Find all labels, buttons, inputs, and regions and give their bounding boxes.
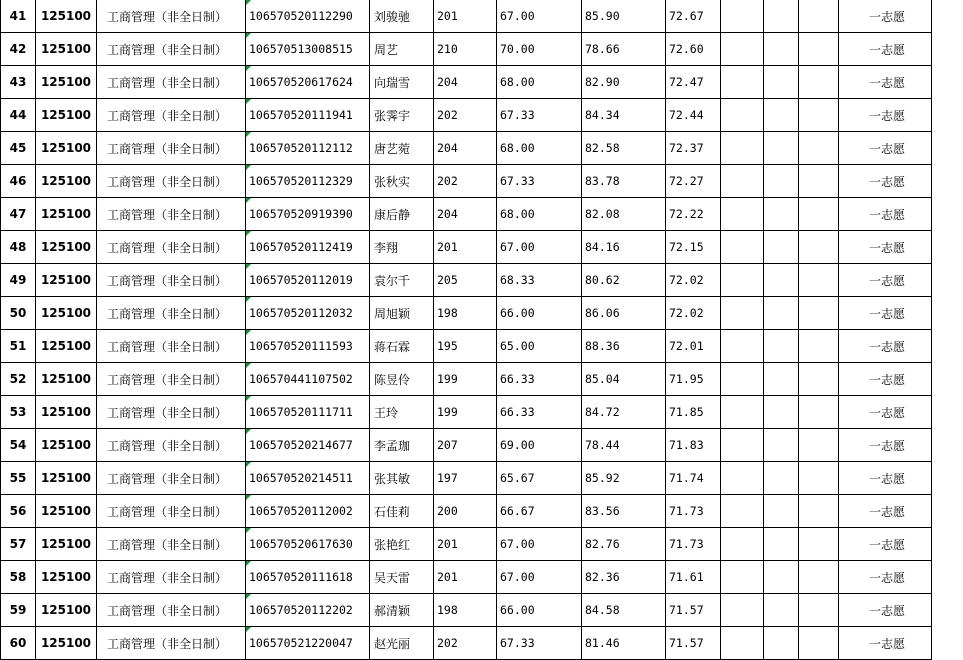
candidate-name: 张其敏	[370, 462, 434, 495]
initial-score: 201	[434, 528, 497, 561]
initial-score: 204	[434, 66, 497, 99]
empty-cell	[799, 627, 839, 660]
volunteer-choice: 一志愿	[839, 297, 932, 330]
initial-score: 199	[434, 396, 497, 429]
major-name: 工商管理（非全日制）	[97, 99, 246, 132]
major-name: 工商管理（非全日制）	[97, 330, 246, 363]
initial-score-converted: 65.67	[497, 462, 582, 495]
total-score: 72.27	[666, 165, 721, 198]
candidate-name: 张艳红	[370, 528, 434, 561]
candidate-id: 106570521220047	[246, 627, 370, 660]
initial-score-converted: 67.00	[497, 0, 582, 33]
initial-score-converted: 68.00	[497, 132, 582, 165]
initial-score: 198	[434, 594, 497, 627]
empty-cell	[764, 330, 799, 363]
major-name: 工商管理（非全日制）	[97, 0, 246, 33]
empty-cell	[721, 561, 764, 594]
major-name: 工商管理（非全日制）	[97, 594, 246, 627]
empty-cell	[799, 264, 839, 297]
initial-score-converted: 67.33	[497, 99, 582, 132]
row-number: 50	[1, 297, 36, 330]
candidate-id: 106570520111593	[246, 330, 370, 363]
empty-cell	[721, 99, 764, 132]
empty-cell	[721, 363, 764, 396]
table-row	[1, 165, 932, 198]
empty-cell	[764, 231, 799, 264]
retest-score: 82.58	[582, 132, 666, 165]
empty-cell	[721, 198, 764, 231]
empty-cell	[764, 33, 799, 66]
table-row	[1, 396, 932, 429]
major-name: 工商管理（非全日制）	[97, 132, 246, 165]
total-score: 72.67	[666, 0, 721, 33]
total-score: 72.22	[666, 198, 721, 231]
candidate-name: 石佳莉	[370, 495, 434, 528]
initial-score: 201	[434, 561, 497, 594]
initial-score-converted: 67.00	[497, 528, 582, 561]
empty-cell	[764, 198, 799, 231]
volunteer-choice: 一志愿	[839, 198, 932, 231]
volunteer-choice: 一志愿	[839, 0, 932, 33]
major-name: 工商管理（非全日制）	[97, 198, 246, 231]
volunteer-choice: 一志愿	[839, 429, 932, 462]
empty-cell	[721, 396, 764, 429]
empty-cell	[799, 561, 839, 594]
candidate-name: 康后静	[370, 198, 434, 231]
retest-score: 82.90	[582, 66, 666, 99]
row-number: 49	[1, 264, 36, 297]
major-code: 125100	[36, 231, 97, 264]
initial-score-converted: 65.00	[497, 330, 582, 363]
major-name: 工商管理（非全日制）	[97, 528, 246, 561]
major-name: 工商管理（非全日制）	[97, 561, 246, 594]
major-name: 工商管理（非全日制）	[97, 231, 246, 264]
initial-score: 195	[434, 330, 497, 363]
initial-score-converted: 67.33	[497, 627, 582, 660]
major-name: 工商管理（非全日制）	[97, 495, 246, 528]
empty-cell	[764, 528, 799, 561]
row-number: 45	[1, 132, 36, 165]
empty-cell	[799, 528, 839, 561]
empty-cell	[799, 396, 839, 429]
total-score: 71.73	[666, 528, 721, 561]
candidate-name: 李翔	[370, 231, 434, 264]
empty-cell	[764, 561, 799, 594]
initial-score: 210	[434, 33, 497, 66]
initial-score: 202	[434, 165, 497, 198]
candidate-id: 106570520111618	[246, 561, 370, 594]
volunteer-choice: 一志愿	[839, 495, 932, 528]
table-row	[1, 297, 932, 330]
retest-score: 88.36	[582, 330, 666, 363]
table-row	[1, 66, 932, 99]
volunteer-choice: 一志愿	[839, 264, 932, 297]
candidate-name: 吴天雷	[370, 561, 434, 594]
major-name: 工商管理（非全日制）	[97, 627, 246, 660]
initial-score: 199	[434, 363, 497, 396]
initial-score: 204	[434, 132, 497, 165]
row-number: 56	[1, 495, 36, 528]
candidate-id: 106570520919390	[246, 198, 370, 231]
empty-cell	[721, 528, 764, 561]
empty-cell	[721, 165, 764, 198]
major-name: 工商管理（非全日制）	[97, 165, 246, 198]
major-code: 125100	[36, 363, 97, 396]
candidate-name: 李孟珈	[370, 429, 434, 462]
initial-score-converted: 66.33	[497, 396, 582, 429]
volunteer-choice: 一志愿	[839, 330, 932, 363]
initial-score: 201	[434, 0, 497, 33]
empty-cell	[799, 165, 839, 198]
major-code: 125100	[36, 627, 97, 660]
retest-score: 86.06	[582, 297, 666, 330]
candidate-id: 106570520112202	[246, 594, 370, 627]
candidate-id: 106570520111711	[246, 396, 370, 429]
empty-cell	[799, 363, 839, 396]
major-code: 125100	[36, 330, 97, 363]
retest-score: 85.04	[582, 363, 666, 396]
total-score: 72.02	[666, 297, 721, 330]
row-number: 41	[1, 0, 36, 33]
volunteer-choice: 一志愿	[839, 396, 932, 429]
candidate-id: 106570513008515	[246, 33, 370, 66]
volunteer-choice: 一志愿	[839, 462, 932, 495]
empty-cell	[764, 396, 799, 429]
row-number: 46	[1, 165, 36, 198]
major-name: 工商管理（非全日制）	[97, 297, 246, 330]
major-code: 125100	[36, 0, 97, 33]
initial-score-converted: 66.33	[497, 363, 582, 396]
initial-score-converted: 68.00	[497, 66, 582, 99]
empty-cell	[764, 0, 799, 33]
table-row	[1, 231, 932, 264]
empty-cell	[721, 594, 764, 627]
major-code: 125100	[36, 396, 97, 429]
table-row	[1, 132, 932, 165]
retest-score: 78.66	[582, 33, 666, 66]
row-number: 59	[1, 594, 36, 627]
empty-cell	[764, 165, 799, 198]
retest-score: 84.16	[582, 231, 666, 264]
initial-score-converted: 67.33	[497, 165, 582, 198]
volunteer-choice: 一志愿	[839, 231, 932, 264]
candidate-id: 106570520112329	[246, 165, 370, 198]
empty-cell	[799, 429, 839, 462]
candidate-name: 郝清颖	[370, 594, 434, 627]
empty-cell	[721, 429, 764, 462]
initial-score-converted: 66.00	[497, 297, 582, 330]
initial-score: 202	[434, 99, 497, 132]
volunteer-choice: 一志愿	[839, 594, 932, 627]
initial-score: 202	[434, 627, 497, 660]
empty-cell	[799, 132, 839, 165]
initial-score: 197	[434, 462, 497, 495]
empty-cell	[764, 627, 799, 660]
candidate-id: 106570520112112	[246, 132, 370, 165]
volunteer-choice: 一志愿	[839, 66, 932, 99]
major-code: 125100	[36, 462, 97, 495]
empty-cell	[764, 495, 799, 528]
candidate-id: 106570520112019	[246, 264, 370, 297]
retest-score: 82.36	[582, 561, 666, 594]
major-code: 125100	[36, 297, 97, 330]
major-name: 工商管理（非全日制）	[97, 396, 246, 429]
candidate-name: 赵光丽	[370, 627, 434, 660]
retest-score: 82.76	[582, 528, 666, 561]
candidate-id: 106570441107502	[246, 363, 370, 396]
candidate-name: 周旭颖	[370, 297, 434, 330]
candidate-name: 蒋石霖	[370, 330, 434, 363]
candidate-name: 刘骏驰	[370, 0, 434, 33]
candidate-id: 106570520214677	[246, 429, 370, 462]
major-name: 工商管理（非全日制）	[97, 363, 246, 396]
row-number: 60	[1, 627, 36, 660]
major-code: 125100	[36, 594, 97, 627]
table-row	[1, 198, 932, 231]
retest-score: 84.34	[582, 99, 666, 132]
major-code: 125100	[36, 132, 97, 165]
table-row	[1, 561, 932, 594]
candidate-name: 陈昱伶	[370, 363, 434, 396]
empty-cell	[721, 297, 764, 330]
total-score: 71.61	[666, 561, 721, 594]
total-score: 71.57	[666, 627, 721, 660]
total-score: 71.85	[666, 396, 721, 429]
row-number: 44	[1, 99, 36, 132]
major-name: 工商管理（非全日制）	[97, 33, 246, 66]
total-score: 71.74	[666, 462, 721, 495]
initial-score-converted: 66.67	[497, 495, 582, 528]
major-code: 125100	[36, 495, 97, 528]
initial-score: 201	[434, 231, 497, 264]
row-number: 54	[1, 429, 36, 462]
empty-cell	[764, 99, 799, 132]
volunteer-choice: 一志愿	[839, 561, 932, 594]
initial-score: 205	[434, 264, 497, 297]
retest-score: 83.56	[582, 495, 666, 528]
retest-score: 80.62	[582, 264, 666, 297]
empty-cell	[721, 0, 764, 33]
empty-cell	[764, 297, 799, 330]
row-number: 51	[1, 330, 36, 363]
empty-cell	[799, 495, 839, 528]
initial-score: 207	[434, 429, 497, 462]
major-name: 工商管理（非全日制）	[97, 264, 246, 297]
retest-score: 84.72	[582, 396, 666, 429]
total-score: 72.47	[666, 66, 721, 99]
total-score: 72.37	[666, 132, 721, 165]
major-code: 125100	[36, 99, 97, 132]
initial-score-converted: 70.00	[497, 33, 582, 66]
candidate-name: 张霁宇	[370, 99, 434, 132]
retest-score: 83.78	[582, 165, 666, 198]
total-score: 71.73	[666, 495, 721, 528]
empty-cell	[764, 594, 799, 627]
table-row	[1, 0, 932, 33]
empty-cell	[799, 462, 839, 495]
candidate-id: 106570520112290	[246, 0, 370, 33]
empty-cell	[799, 330, 839, 363]
candidate-name: 唐艺菀	[370, 132, 434, 165]
table-row	[1, 99, 932, 132]
candidate-name: 向瑞雪	[370, 66, 434, 99]
major-code: 125100	[36, 198, 97, 231]
total-score: 71.83	[666, 429, 721, 462]
total-score: 71.95	[666, 363, 721, 396]
table-row	[1, 363, 932, 396]
row-number: 57	[1, 528, 36, 561]
empty-cell	[721, 33, 764, 66]
candidate-id: 106570520111941	[246, 99, 370, 132]
table-row	[1, 528, 932, 561]
retest-score: 78.44	[582, 429, 666, 462]
retest-score: 85.92	[582, 462, 666, 495]
major-code: 125100	[36, 66, 97, 99]
table-row	[1, 594, 932, 627]
volunteer-choice: 一志愿	[839, 132, 932, 165]
retest-score: 81.46	[582, 627, 666, 660]
initial-score: 204	[434, 198, 497, 231]
empty-cell	[799, 99, 839, 132]
empty-cell	[721, 462, 764, 495]
table-row	[1, 627, 932, 660]
volunteer-choice: 一志愿	[839, 528, 932, 561]
initial-score-converted: 68.00	[497, 198, 582, 231]
empty-cell	[799, 0, 839, 33]
table-row	[1, 462, 932, 495]
empty-cell	[799, 594, 839, 627]
initial-score-converted: 67.00	[497, 231, 582, 264]
major-code: 125100	[36, 33, 97, 66]
row-number: 53	[1, 396, 36, 429]
major-name: 工商管理（非全日制）	[97, 66, 246, 99]
empty-cell	[721, 132, 764, 165]
row-number: 55	[1, 462, 36, 495]
initial-score-converted: 67.00	[497, 561, 582, 594]
major-code: 125100	[36, 429, 97, 462]
empty-cell	[721, 66, 764, 99]
empty-cell	[721, 231, 764, 264]
candidate-id: 106570520617630	[246, 528, 370, 561]
candidate-name: 袁尔千	[370, 264, 434, 297]
row-number: 43	[1, 66, 36, 99]
initial-score-converted: 69.00	[497, 429, 582, 462]
empty-cell	[721, 264, 764, 297]
candidate-id: 106570520214511	[246, 462, 370, 495]
row-number: 58	[1, 561, 36, 594]
empty-cell	[721, 495, 764, 528]
empty-cell	[799, 66, 839, 99]
empty-cell	[764, 462, 799, 495]
candidate-id: 106570520112002	[246, 495, 370, 528]
empty-cell	[764, 66, 799, 99]
candidate-id: 106570520617624	[246, 66, 370, 99]
table-row	[1, 33, 932, 66]
major-code: 125100	[36, 165, 97, 198]
retest-score: 82.08	[582, 198, 666, 231]
candidate-name: 张秋实	[370, 165, 434, 198]
candidate-id: 106570520112032	[246, 297, 370, 330]
initial-score: 198	[434, 297, 497, 330]
initial-score-converted: 68.33	[497, 264, 582, 297]
candidate-id: 106570520112419	[246, 231, 370, 264]
total-score: 72.44	[666, 99, 721, 132]
row-number: 47	[1, 198, 36, 231]
empty-cell	[721, 330, 764, 363]
total-score: 72.01	[666, 330, 721, 363]
table-row	[1, 264, 932, 297]
empty-cell	[799, 33, 839, 66]
volunteer-choice: 一志愿	[839, 363, 932, 396]
empty-cell	[764, 264, 799, 297]
empty-cell	[799, 231, 839, 264]
retest-score: 85.90	[582, 0, 666, 33]
initial-score-converted: 66.00	[497, 594, 582, 627]
volunteer-choice: 一志愿	[839, 627, 932, 660]
table-row	[1, 495, 932, 528]
candidate-name: 王玲	[370, 396, 434, 429]
candidate-name: 周艺	[370, 33, 434, 66]
empty-cell	[764, 363, 799, 396]
volunteer-choice: 一志愿	[839, 33, 932, 66]
table-row	[1, 429, 932, 462]
empty-cell	[764, 429, 799, 462]
major-code: 125100	[36, 561, 97, 594]
major-code: 125100	[36, 264, 97, 297]
total-score: 72.15	[666, 231, 721, 264]
empty-cell	[799, 297, 839, 330]
table-row	[1, 330, 932, 363]
volunteer-choice: 一志愿	[839, 99, 932, 132]
total-score: 72.02	[666, 264, 721, 297]
row-number: 52	[1, 363, 36, 396]
empty-cell	[764, 132, 799, 165]
major-name: 工商管理（非全日制）	[97, 462, 246, 495]
volunteer-choice: 一志愿	[839, 165, 932, 198]
total-score: 71.57	[666, 594, 721, 627]
major-code: 125100	[36, 528, 97, 561]
retest-score: 84.58	[582, 594, 666, 627]
major-name: 工商管理（非全日制）	[97, 429, 246, 462]
initial-score: 200	[434, 495, 497, 528]
row-number: 48	[1, 231, 36, 264]
empty-cell	[721, 627, 764, 660]
row-number: 42	[1, 33, 36, 66]
empty-cell	[799, 198, 839, 231]
total-score: 72.60	[666, 33, 721, 66]
